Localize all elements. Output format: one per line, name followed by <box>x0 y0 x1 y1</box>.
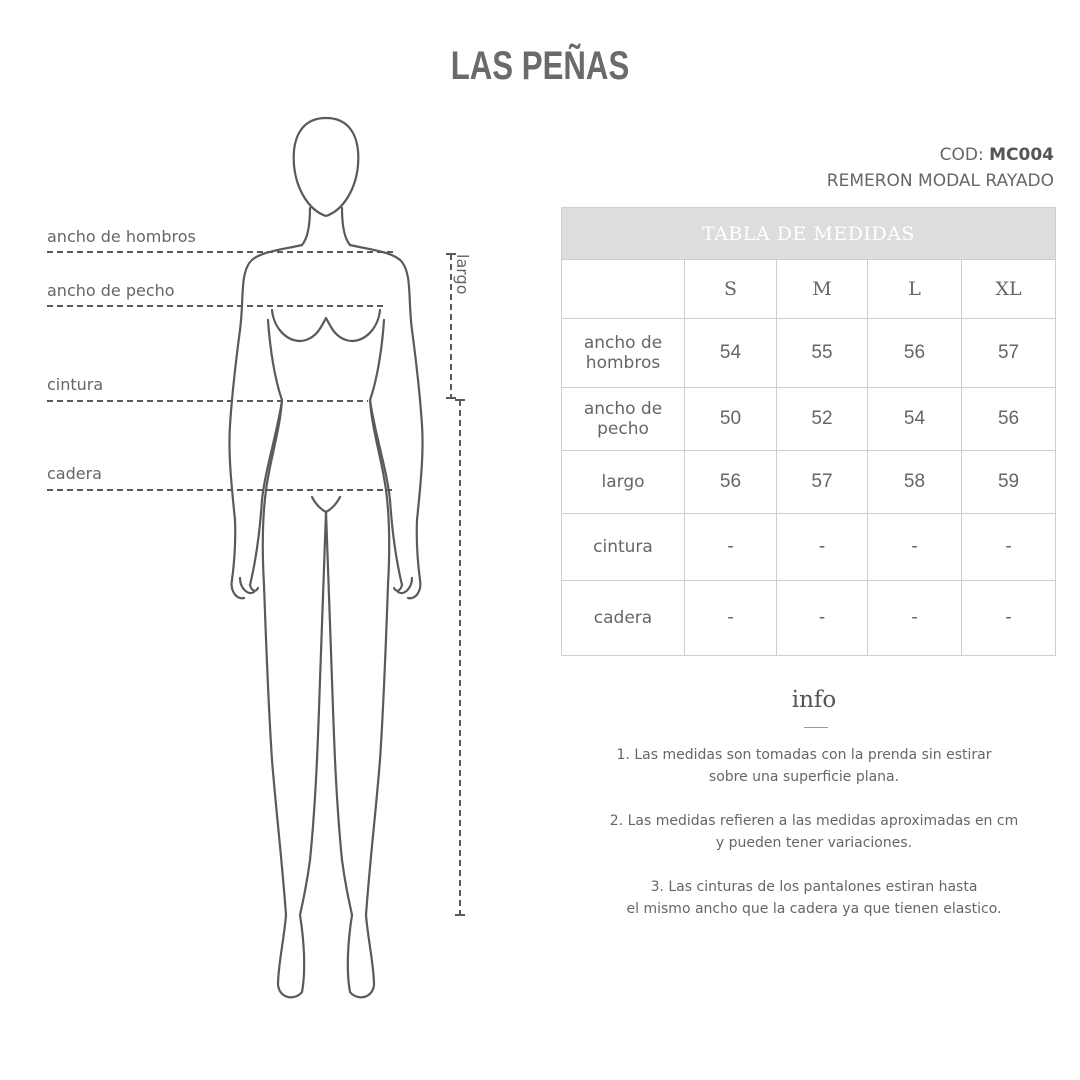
info-note-3 <box>571 876 1057 920</box>
info-note-line: y pueden tener variaciones. <box>715 835 913 851</box>
info-note-2 <box>571 810 1057 854</box>
table-cell: - <box>685 581 777 656</box>
table-cell: - <box>868 581 962 656</box>
table-cell: - <box>777 581 868 656</box>
table-cell: 56 <box>962 388 1056 451</box>
label-length: largo <box>453 254 472 295</box>
table-cell: 57 <box>962 319 1056 388</box>
info-note-line: 2. Las medidas refieren a las medidas aproximadas en cm <box>609 813 1019 829</box>
table-cell: 52 <box>777 388 868 451</box>
row-label: ancho de pecho <box>562 388 685 451</box>
table-cell: 55 <box>777 319 868 388</box>
table-cell: 56 <box>685 451 777 514</box>
table-row <box>562 451 1056 514</box>
row-label: largo <box>562 451 685 514</box>
size-chart-title: TABLA DE MEDIDAS <box>562 208 1056 260</box>
info-note-line: sobre una superficie plana. <box>708 769 900 785</box>
table-cell: 54 <box>868 388 962 451</box>
table-cell: 54 <box>685 319 777 388</box>
info-note-line: 3. Las cinturas de los pantalones estiran hasta <box>650 879 978 895</box>
row-label: ancho de hombros <box>562 319 685 388</box>
size-header: M <box>777 260 868 319</box>
table-cell: 56 <box>868 319 962 388</box>
product-code <box>940 145 1054 165</box>
label-chest-width: ancho de pecho <box>47 281 175 300</box>
brand-title: LAS PEÑAS <box>450 44 630 88</box>
label-hip: cadera <box>47 464 102 483</box>
table-row <box>562 319 1056 388</box>
info-note-line: el mismo ancho que la cadera ya que tienen elastico. <box>626 901 1002 917</box>
size-header-empty <box>562 260 685 319</box>
product-code-value: MC004 <box>989 145 1054 165</box>
product-name: REMERON MODAL RAYADO <box>826 171 1054 191</box>
table-row <box>562 388 1056 451</box>
info-heading: info <box>791 687 837 713</box>
table-cell: 58 <box>868 451 962 514</box>
size-chart-table <box>561 207 1056 656</box>
label-shoulder-width: ancho de hombros <box>47 227 196 246</box>
size-header: S <box>685 260 777 319</box>
table-cell: - <box>962 581 1056 656</box>
table-row <box>562 581 1056 656</box>
size-header: XL <box>962 260 1056 319</box>
table-cell: 50 <box>685 388 777 451</box>
info-note-line: 1. Las medidas son tomadas con la prenda sin estirar <box>616 747 992 763</box>
table-cell: 57 <box>777 451 868 514</box>
size-header: L <box>868 260 962 319</box>
info-divider <box>804 727 828 728</box>
product-code-label: COD: <box>939 145 984 165</box>
label-waist: cintura <box>47 375 104 394</box>
table-cell: - <box>962 514 1056 581</box>
table-row <box>562 514 1056 581</box>
row-label: cadera <box>562 581 685 656</box>
row-label: cintura <box>562 514 685 581</box>
table-cell: - <box>777 514 868 581</box>
table-cell: 59 <box>962 451 1056 514</box>
table-cell: - <box>685 514 777 581</box>
table-cell: - <box>868 514 962 581</box>
info-note-1 <box>561 744 1047 788</box>
